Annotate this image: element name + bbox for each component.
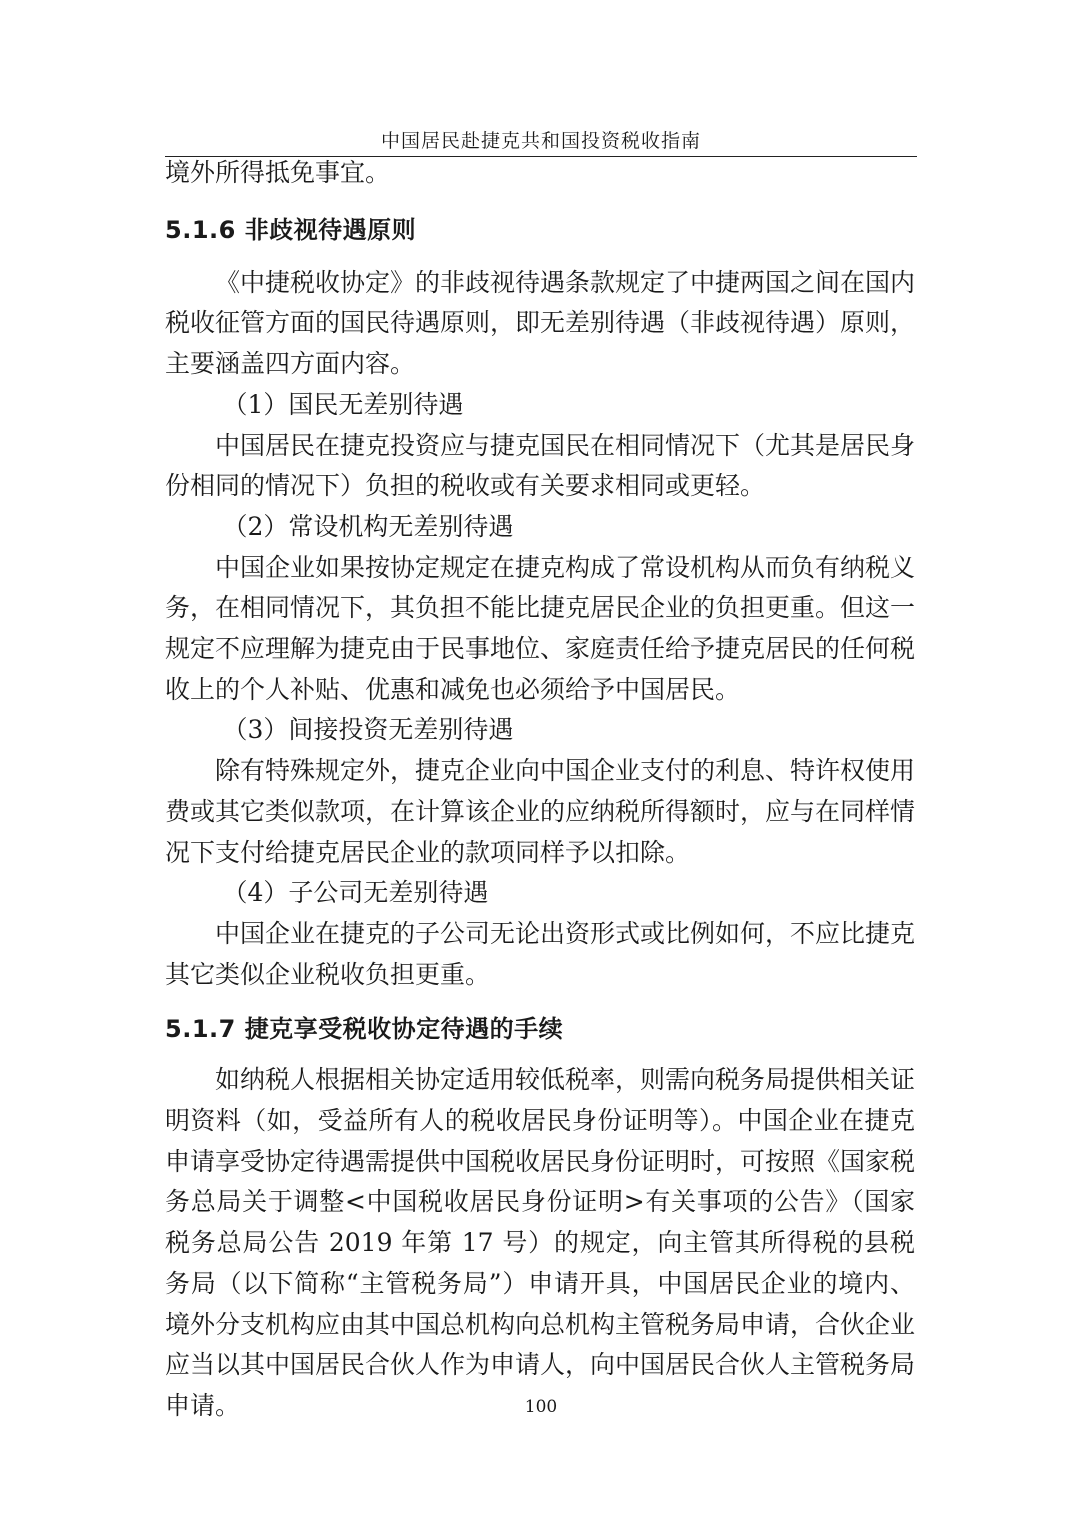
item-title-national-treatment: （1）国民无差别待遇 — [222, 389, 464, 419]
item-text-subsidiary: 中国企业在捷克的子公司无论出资形式或比例如何，不应比捷克其它类似企业税收负担更重。 — [165, 918, 916, 989]
item-text-indirect-investment: 除有特殊规定外，捷克企业向中国企业支付的利息、特许权使用费或其它类似款项，在计算该企业的应纳税所得额时，应与在同样情况下支付给捷克居民企业的款项同样予以扣除。 — [165, 756, 916, 867]
section-heading-5-1-7: 5.1.7 捷克享受税收协定待遇的手续 — [165, 1015, 564, 1044]
running-header: 中国居民赴捷克共和国投资税收指南 — [380, 130, 701, 152]
item-text-national-treatment: 中国居民在捷克投资应与捷克国民在相同情况下（尤其是居民身份相同的情况下）负担的税收或有关要求相同或更轻。 — [165, 430, 916, 501]
paragraph-517-procedure: 如纳税人根据相关协定适用较低税率，则需向税务局提供相关证明资料（如，受益所有人的税收居民身份证明等）。中国企业在捷克申请享受协定待遇需提供中国税收居民身份证明时，可按照《国家税务总局关于调整<中国税收居民身份证明>有关事项的公告》（国家税务总局公告 2019 年第 17 号）的规定，向主管其所得税的县税务局（以下简称“主管税务局”）申请开具，中国居民企业的境内、境外分支机构应由其中国总机构向总机构主管税务局申请，合伙企业应当以其中国居民合伙人作为申请人，向中国居民合伙人主管税务局申请。 — [165, 1065, 916, 1420]
item-title-subsidiary: （4）子公司无差别待遇 — [222, 878, 489, 908]
section-heading-5-1-6: 5.1.6 非歧视待遇原则 — [165, 215, 417, 244]
item-text-permanent-establishment: 中国企业如果按协定规定在捷克构成了常设机构从而负有纳税义务，在相同情况下，其负担不能比捷克居民企业的负担更重。但这一规定不应理解为捷克由于民事地位、家庭责任给予捷克居民的任何税收上的个人补贴、优惠和减免也必须给予中国居民。 — [165, 552, 916, 704]
paragraph-continuation: 境外所得抵免事宜。 — [165, 158, 391, 187]
item-title-indirect-investment: （3）间接投资无差别待遇 — [222, 715, 514, 745]
paragraph-516-intro: 《中捷税收协定》的非歧视待遇条款规定了中捷两国之间在国内税收征管方面的国民待遇原则，即无差别待遇（非歧视待遇）原则，主要涵盖四方面内容。 — [165, 267, 916, 379]
page-number: 100 — [524, 1397, 558, 1417]
item-title-permanent-establishment: （2）常设机构无差别待遇 — [222, 511, 514, 541]
page-body — [165, 153, 915, 1427]
